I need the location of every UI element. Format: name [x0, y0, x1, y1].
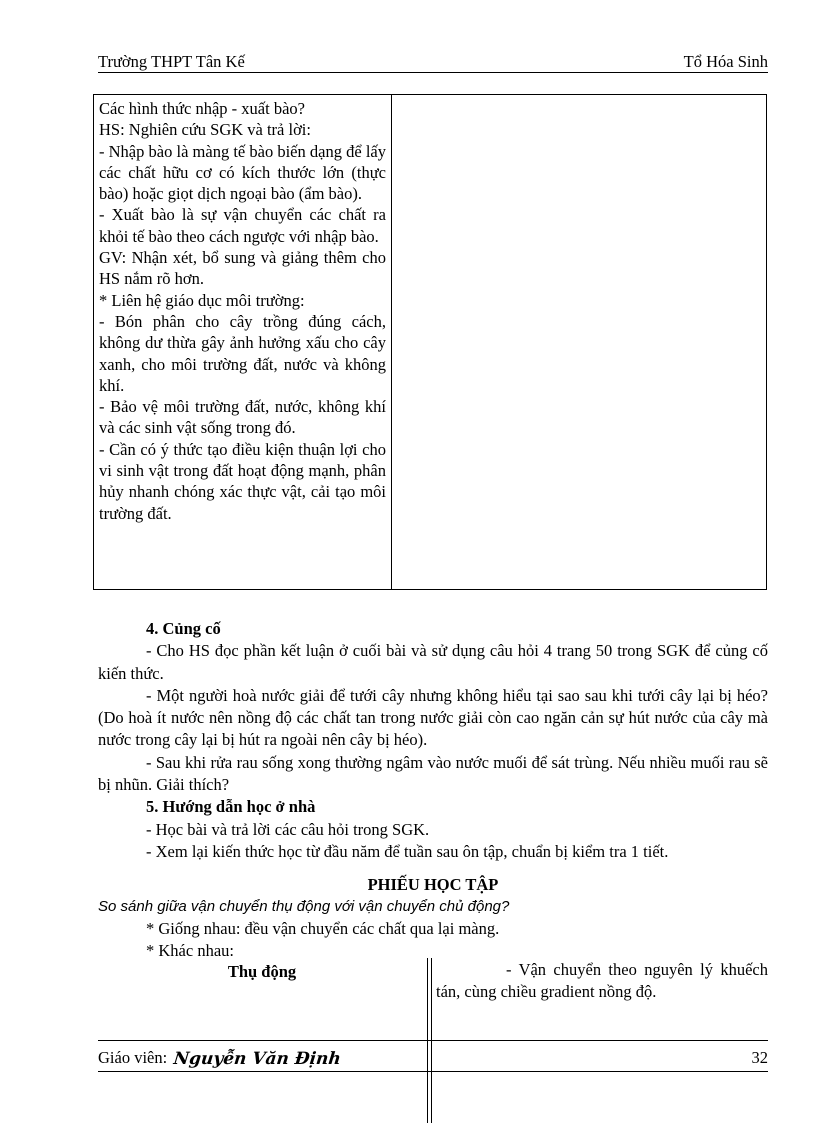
lesson-body	[98, 618, 768, 863]
section-5-paragraph: - Học bài và trả lời các câu hỏi trong SGK.	[146, 819, 430, 839]
section-4-paragraph: - Sau khi rửa rau sống xong thường ngâm vào nước muối để sát trùng. Nếu nhiều muối rau sẽ bị nhũn. Giải thích?	[98, 752, 768, 795]
table-line: * Liên hệ giáo dục môi trường:	[99, 290, 305, 310]
table-line: - Xuất bào là sự vận chuyển các chất ra khỏi tế bào theo cách ngược với nhập bào.	[99, 205, 386, 246]
table-line: - Cần có ý thức tạo điều kiện thuận lợi cho vi sinh vật trong đất hoạt động mạnh, phân hủy nhanh chóng xác thực vật, cải tạo môi trường đất.	[99, 439, 386, 523]
activity-table-left-cell	[99, 98, 386, 524]
table-column-divider	[391, 95, 392, 589]
comparison-right-text: - Vận chuyển theo nguyên lý khuếch tán, cùng chiều gradient nồng độ.	[436, 960, 768, 1001]
teacher-label: Giáo viên:	[98, 1048, 168, 1067]
table-line: - Bón phân cho cây trồng đúng cách, không dư thừa gây ảnh hưởng xấu cho cây xanh, cho môi trường đất, nước và không khí.	[99, 311, 386, 395]
table-line: Các hình thức nhập - xuất bào?	[99, 99, 305, 118]
school-name: Trường THPT Tân Kế	[98, 52, 245, 71]
worksheet-similar: * Giống nhau: đều vận chuyển các chất qua lại màng.	[146, 919, 500, 938]
worksheet-question: So sánh giữa vận chuyển thụ động với vận chuyển chủ động?	[98, 898, 510, 915]
activity-table	[93, 94, 767, 590]
section-4-paragraph: - Một người hoà nước giải để tưới cây nhưng không hiểu tại sao sau khi tưới cây lại bị héo? (Do hoà ít nước nên nồng độ các chất tan trong nước giải còn cao ngăn cản sự hút nước của cây mà nước trong cây lại bị hút ra ngoài nên cây bị héo).	[98, 685, 768, 750]
section-5-paragraph: - Xem lại kiến thức học từ đầu năm để tuần sau ôn tập, chuẩn bị kiểm tra 1 tiết.	[146, 841, 669, 861]
section-5-heading: 5. Hướng dẫn học ở nhà	[146, 797, 316, 817]
page-number: 32	[751, 1048, 768, 1067]
section-4-paragraph: - Cho HS đọc phần kết luận ở cuối bài và sử dụng câu hỏi 4 trang 50 trong SGK để củng cố kiến thức.	[98, 641, 768, 683]
section-4-heading: 4. Củng cố	[146, 619, 221, 638]
teacher-info	[98, 1046, 343, 1070]
comparison-header-passive: Thụ động	[227, 962, 297, 981]
comparison-table-border	[98, 1040, 768, 1041]
teacher-signature	[172, 1046, 343, 1070]
comparison-right-cell	[436, 959, 768, 1003]
table-line: HS: Nghiên cứu SGK và trả lời:	[99, 120, 311, 140]
worksheet-different: * Khác nhau:	[146, 941, 234, 960]
page-header	[98, 50, 768, 73]
svg-text:Nguyễn Văn Định: Nguyễn Văn Định	[172, 1049, 343, 1069]
page-footer	[98, 1045, 768, 1072]
department-name: Tổ Hóa Sinh	[683, 52, 768, 71]
table-line: GV: Nhận xét, bổ sung và giảng thêm cho HS nắm rõ hơn.	[99, 248, 386, 289]
table-line: - Bảo vệ môi trường đất, nước, không khí và các sinh vật sống trong đó.	[99, 397, 386, 438]
worksheet	[98, 874, 768, 962]
table-line: - Nhập bào là màng tế bào biến dạng để lấy các chất hữu cơ có kích thước lớn (thực bào) hoặc giọt dịch ngoại bào (ẩm bào).	[99, 141, 386, 204]
worksheet-title: PHIẾU HỌC TẬP	[367, 875, 499, 894]
